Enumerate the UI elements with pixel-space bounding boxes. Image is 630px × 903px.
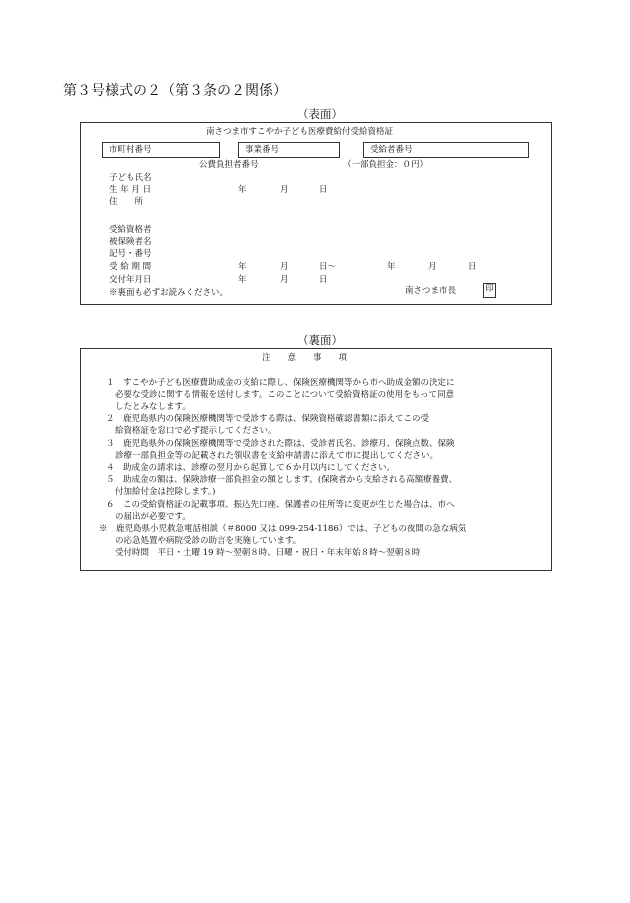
note-line: ３ 鹿児島県外の保険医療機関等で受診された際は、受診者氏名、診療月、保険点数、保険 [106, 439, 455, 449]
recipient-number-field: 受給者番号 [363, 142, 529, 158]
note-line: ２ 鹿児島県内の保険医療機関等で受診する際は、保険資格確認書類に添えてこの受 [106, 414, 430, 424]
eligible-person-label: 受給資格者 [109, 225, 152, 235]
address-label: 住 所 [109, 197, 144, 207]
front-side-label: （表面） [297, 107, 343, 121]
period-end-day: 日 [468, 262, 477, 272]
insured-name-label: 被保険者名 [109, 237, 152, 247]
note-line: 付加給付金は控除します。) [115, 487, 216, 497]
benefit-period-label: 受 給 期 間 [109, 262, 152, 272]
notes-heading: 注 意 事 項 [262, 353, 348, 363]
note-line: の届出が必要です。 [115, 512, 191, 522]
note-line: ６ この受給資格証の記載事項、振込先口座、保護者の住所等に変更が生じた場合は、市へ [106, 500, 455, 510]
municipality-number-field: 市町村番号 [102, 142, 220, 158]
period-start-month: 月 [280, 262, 289, 272]
seal-box: 印 [483, 283, 496, 298]
note-line: したとみなします。 [115, 402, 191, 412]
birth-day-label: 日 [319, 185, 328, 195]
issue-year-label: 年 [238, 275, 247, 285]
certificate-front-box [80, 122, 552, 305]
mayor-label: 南さつま市長 [405, 286, 457, 296]
period-end-month: 月 [428, 262, 437, 272]
note-line: 必要な受診に関する情報を送付します。このことについて受給資格証の使用をもって同意 [115, 390, 455, 400]
issue-month-label: 月 [280, 275, 289, 285]
page-title: 第３号様式の２（第３条の２関係） [63, 83, 287, 99]
child-name-label: 子ども氏名 [109, 173, 152, 183]
issue-date-label: 交付年月日 [109, 275, 152, 285]
birth-year-label: 年 [238, 185, 247, 195]
symbol-number-label: 記号・番号 [109, 249, 152, 259]
public-payer-number-label: 公費負担者番号 [199, 160, 259, 170]
certificate-back-box [80, 348, 552, 571]
birth-date-label: 生 年 月 日 [109, 185, 152, 195]
note-line: ４ 助成金の請求は、診療の翌月から起算して６か月以内にしてください。 [106, 463, 396, 473]
note-line: 給資格証を窓口で必ず提示してください。 [115, 426, 277, 436]
back-notice: ※裏面も必ずお読みください。 [109, 288, 229, 298]
note-line: の応急処置や病院受診の助言を実施しています。 [115, 536, 302, 546]
back-side-label: （裏面） [297, 333, 343, 347]
period-start-day: 日～ [319, 262, 337, 272]
note-line: １ すこやか子ども医療費助成金の支給に際し、保険医療機関等から市へ助成金額の決定に [106, 378, 455, 388]
copay-note: （一部負担金：０円） [343, 160, 429, 170]
note-line: 受付時間 平日・土曜 19 時～翌朝８時、日曜・祝日・年末年始８時～翌朝８時 [115, 548, 421, 558]
business-number-field: 事業番号 [238, 142, 340, 158]
period-end-year: 年 [387, 262, 396, 272]
issue-day-label: 日 [319, 275, 328, 285]
note-line: ※ 鹿児島県小児救急電話相談（＃8000 又は 099-254-1186）では、子どもの夜間の急な病気 [99, 524, 467, 534]
birth-month-label: 月 [280, 185, 289, 195]
certificate-title: 南さつま市すこやか子ども医療費給付受給資格証 [206, 127, 394, 137]
note-line: ５ 助成金の額は、保険診療一部負担金の額とします。(保険者から支給される高額療養費、 [106, 475, 458, 485]
note-line: 診療一部負担金等の記載された領収書を支給申請書に添えて市に提出してください。 [115, 451, 439, 461]
period-start-year: 年 [238, 262, 247, 272]
